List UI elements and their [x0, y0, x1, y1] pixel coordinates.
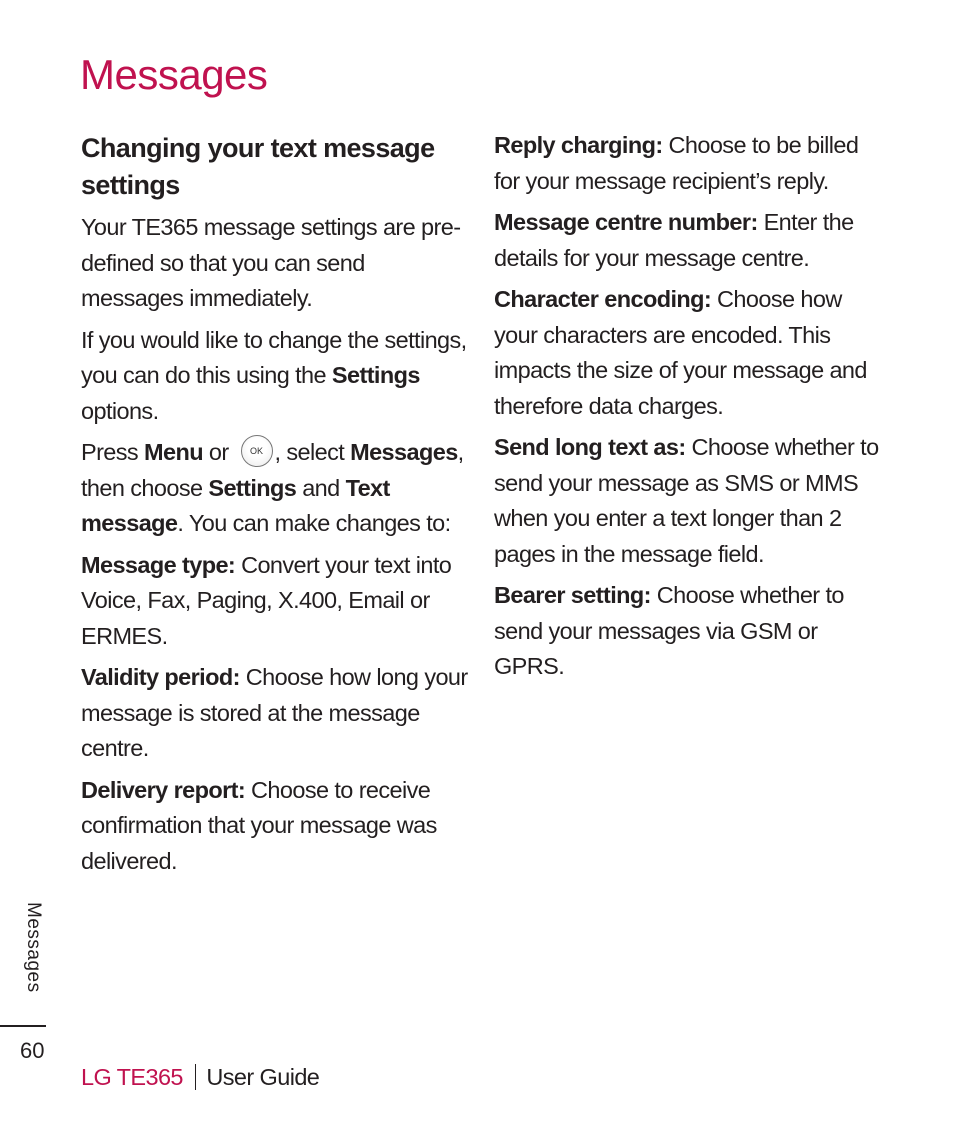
setting-desc: Choose how long your message is stored at the message centre.	[81, 664, 468, 761]
setting-desc: Choose whether to send your message as SMS or MMS when you enter a text longer than 2 pages in the message field.	[494, 434, 879, 567]
intro-paragraph: Your TE365 message settings are pre-defined so that you can send messages immediately.	[81, 214, 461, 311]
change-settings-paragraph	[81, 323, 471, 430]
setting-term: Bearer setting:	[494, 582, 651, 608]
footer-guide: User Guide	[206, 1064, 320, 1090]
setting-desc: Choose to receive confirmation that your message was delivered.	[81, 776, 437, 874]
settings-menu-term: Settings	[208, 474, 297, 501]
and-text: and	[296, 474, 346, 501]
setting-desc: Choose how your characters are encoded. This impacts the size of your message and therefore data charges.	[494, 286, 867, 419]
setting-item-message-centre-number	[494, 205, 884, 276]
menu-term: Menu	[144, 439, 203, 465]
select-text: , select	[274, 439, 351, 465]
press-menu-paragraph	[81, 435, 471, 542]
setting-item-character-encoding	[494, 282, 884, 424]
page-number: 60	[20, 1038, 45, 1063]
setting-item-message-type	[81, 548, 471, 655]
setting-item-send-long-text	[494, 430, 884, 572]
setting-term: Validity period:	[81, 664, 240, 690]
section-heading: Changing your text message settings	[81, 133, 435, 200]
footer-separator	[195, 1064, 197, 1090]
setting-term: Message type:	[81, 551, 236, 578]
setting-term: Send long text as:	[494, 434, 686, 460]
ok-key-icon: OK	[241, 435, 273, 467]
setting-term: Character encoding:	[494, 286, 712, 312]
page-title: Messages	[80, 51, 268, 98]
setting-desc: Choose whether to send your messages via GSM or GPRS.	[494, 582, 844, 679]
setting-desc: Convert your text into Voice, Fax, Paging, X.400, Email or ERMES.	[81, 551, 452, 649]
setting-term: Reply charging:	[494, 132, 663, 158]
setting-term: Message centre number:	[494, 209, 758, 235]
side-section-label: Messages	[23, 902, 44, 993]
change-text-after: options.	[81, 397, 159, 424]
change-text-before: If you would like to change the settings, you can do this using the	[81, 326, 467, 388]
setting-term: Delivery report:	[81, 776, 246, 803]
messages-term: Messages	[350, 439, 458, 465]
setting-desc: Choose to be billed for your message recipient’s reply.	[494, 132, 859, 194]
setting-item-validity-period	[81, 660, 471, 767]
changes-text: . You can make changes to:	[177, 510, 451, 536]
setting-item-bearer-setting	[494, 578, 884, 685]
settings-term: Settings	[331, 362, 420, 388]
text-message-term: Text message	[81, 474, 390, 536]
press-text: Press	[81, 439, 144, 465]
right-column	[494, 128, 884, 691]
setting-item-reply-charging	[494, 128, 884, 199]
or-text: or	[202, 439, 235, 465]
side-divider	[0, 1025, 46, 1027]
footer-brand: LG TE365	[81, 1064, 183, 1090]
footer	[81, 1064, 319, 1092]
setting-item-delivery-report	[81, 773, 471, 880]
then-choose-text: , then choose	[81, 439, 464, 501]
setting-desc: Enter the details for your message centre.	[494, 209, 854, 271]
left-column	[81, 128, 471, 885]
